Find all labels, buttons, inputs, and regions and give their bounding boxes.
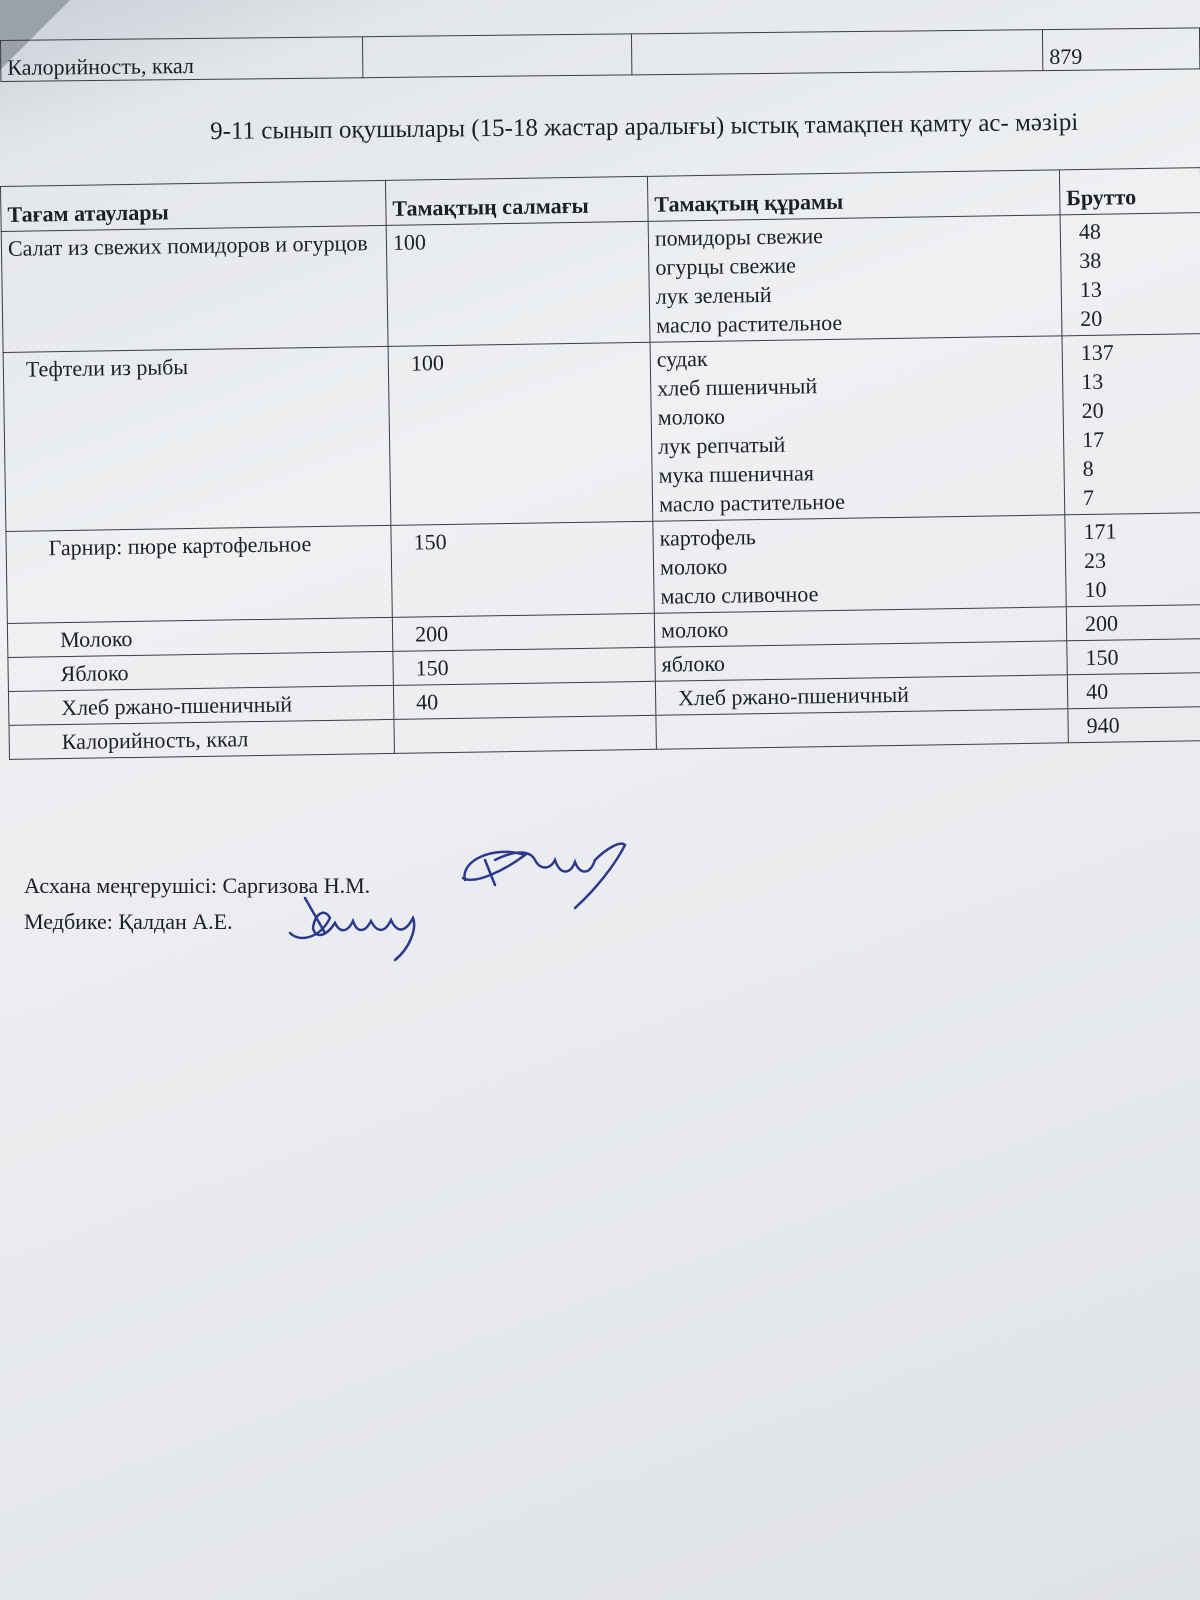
ingredient: молоко xyxy=(660,616,729,643)
dish-composition xyxy=(648,215,1062,342)
brutto-amount: 20 xyxy=(1081,397,1104,424)
table-row xyxy=(1,213,1200,353)
ingredient: лук репчатый xyxy=(657,431,786,459)
brutto-amount: 171 xyxy=(1083,518,1117,545)
head-handwritten-signature xyxy=(455,830,635,920)
head-label: Асхана меңгерушісі: Саргизова Н.М. xyxy=(24,873,371,898)
dish-name-text: Молоко xyxy=(59,625,133,653)
ingredient: судак xyxy=(656,345,708,372)
ingredient: масло растительное xyxy=(656,309,843,338)
ingredient: помидоры свежие xyxy=(654,223,824,251)
table-row xyxy=(3,334,1200,532)
calorie-label xyxy=(9,719,394,759)
brutto-amount: 20 xyxy=(1080,305,1103,332)
ingredient: мука пшеничная xyxy=(658,460,815,488)
dish-weight-text: 150 xyxy=(415,655,449,681)
dish-weight-text: 150 xyxy=(413,529,447,555)
ingredient: масло сливочное xyxy=(660,581,819,609)
dish-name-text: Тефтели из рыбы xyxy=(25,354,189,382)
header-dish-name: Тағам атаулары xyxy=(1,180,387,231)
brutto-amount: 38 xyxy=(1079,247,1102,274)
brutto-amount: 8 xyxy=(1082,455,1094,482)
calorie-label-text: Калорийность, ккал xyxy=(61,726,249,755)
dish-weight xyxy=(391,521,654,617)
dish-name: Салат из свежих помидоров и огурцов xyxy=(1,225,388,352)
ingredient: яблоко xyxy=(661,650,726,677)
dish-brutto xyxy=(1062,334,1200,515)
document-title: 9-11 сынып оқушылары (15-18 жастар аралығы) ыстық тамақпен қамту ас- мәзірі xyxy=(210,108,1079,145)
calorie-value xyxy=(1068,707,1200,743)
header-composition: Тамақтың құрамы xyxy=(647,170,1060,221)
previous-calorie-label: Калорийность, ккал xyxy=(1,37,363,82)
dish-weight xyxy=(393,681,656,719)
ingredient: молоко xyxy=(659,553,728,580)
dish-weight: 100 xyxy=(386,221,650,346)
dish-name xyxy=(6,525,392,623)
ingredient: огурцы свежие xyxy=(655,252,797,280)
dish-name-text: Хлеб ржано-пшеничный xyxy=(61,691,293,721)
ingredient: лук зеленый xyxy=(655,281,772,309)
dish-brutto xyxy=(1067,639,1200,675)
previous-calorie-value: 879 xyxy=(1042,28,1199,71)
ingredient: картофель xyxy=(659,524,756,551)
ingredient: молоко xyxy=(657,403,726,430)
nurse-handwritten-signature xyxy=(285,888,435,968)
dish-weight xyxy=(393,647,656,685)
brutto-amount: 150 xyxy=(1085,644,1119,671)
dish-brutto xyxy=(1067,673,1200,709)
menu-table xyxy=(0,167,1200,760)
empty-cell xyxy=(394,715,657,753)
brutto-amount: 40 xyxy=(1085,678,1109,705)
menu-table-container xyxy=(0,167,1200,760)
previous-empty-cell xyxy=(631,30,1043,75)
dish-weight-text: 100 xyxy=(410,350,445,376)
brutto-amount: 10 xyxy=(1084,576,1107,603)
brutto-amount: 17 xyxy=(1081,426,1105,453)
dish-weight-text: 200 xyxy=(414,621,449,647)
brutto-amount: 13 xyxy=(1079,276,1102,303)
dish-brutto xyxy=(1065,513,1200,607)
dish-name xyxy=(3,346,391,531)
dish-brutto xyxy=(1060,213,1200,336)
dish-weight xyxy=(392,613,655,651)
previous-empty-cell xyxy=(362,34,631,78)
ingredient: хлеб пшеничный xyxy=(657,373,818,401)
empty-cell xyxy=(656,709,1068,749)
header-weight: Тамақтың салмағы xyxy=(385,176,648,225)
dish-name-text: Яблоко xyxy=(60,660,129,687)
brutto-amount: 7 xyxy=(1082,484,1095,511)
dish-name-text: Гарнир: пюре картофельное xyxy=(48,531,312,561)
brutto-amount: 200 xyxy=(1084,610,1119,637)
brutto-amount: 137 xyxy=(1080,339,1114,366)
dish-composition xyxy=(650,336,1065,521)
dish-brutto xyxy=(1066,605,1200,641)
dish-weight-text: 40 xyxy=(415,689,439,715)
ingredient: масло растительное xyxy=(658,488,846,517)
brutto-amount: 48 xyxy=(1078,218,1102,245)
dish-weight xyxy=(388,342,653,525)
calorie-value-text: 940 xyxy=(1086,712,1120,738)
dish-composition xyxy=(653,515,1066,613)
brutto-amount: 23 xyxy=(1083,547,1107,574)
previous-table-footer xyxy=(0,27,1200,86)
brutto-amount: 13 xyxy=(1081,368,1104,395)
header-brutto: Брутто xyxy=(1059,168,1200,215)
ingredient: Хлеб ржано-пшеничный xyxy=(677,681,910,711)
nurse-label: Медбике: Қалдан А.Е. xyxy=(24,909,233,934)
